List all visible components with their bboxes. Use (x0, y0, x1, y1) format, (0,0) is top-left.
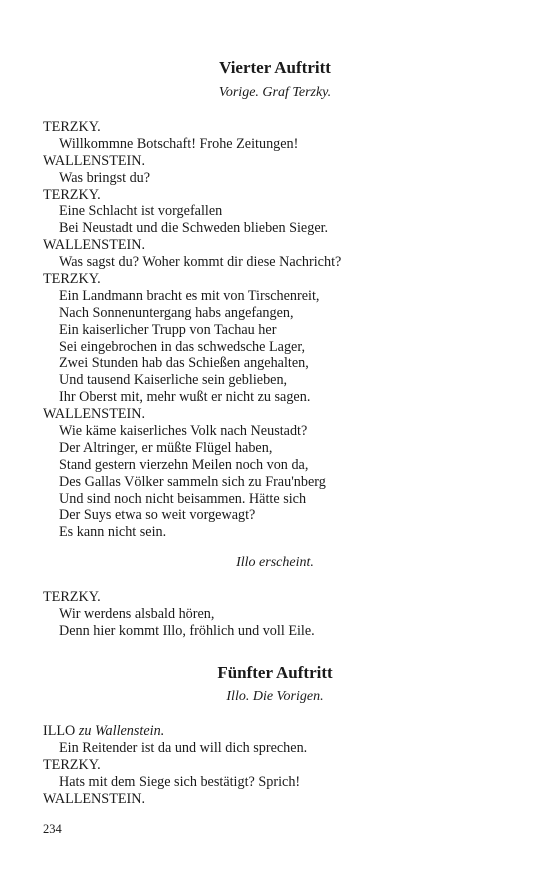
verse-line: Und tausend Kaiserliche sein geblieben, (59, 372, 288, 389)
speaker-name: TERZKY. (43, 186, 101, 203)
verse-line: Was sagst du? Woher kommt dir diese Nachricht? (59, 254, 342, 271)
speaker-name: WALLENSTEIN. (43, 790, 146, 807)
speaker-name: TERZKY. (43, 271, 101, 288)
verse-line: Und sind noch nicht beisammen. Hätte sich (59, 490, 307, 507)
speaker-name: WALLENSTEIN. (43, 406, 146, 423)
scene-4-subtitle: Vorige. Graf Terzky. (218, 85, 332, 100)
scene-4-title: Vierter Auftritt (219, 58, 331, 77)
verse-line: Was bringst du? (59, 169, 151, 186)
verse-line: Es kann nicht sein. (59, 524, 167, 541)
scene-5-dialogue (43, 723, 523, 807)
speaker-name: TERZKY. (43, 589, 101, 605)
scene-5-title: Fünfter Auftritt (217, 663, 333, 682)
scene-4-dialogue-continued (43, 589, 523, 640)
verse-line: Der Altringer, er müßte Flügel haben, (59, 439, 273, 456)
verse-line: Sei eingebrochen in das schwedsche Lager, (59, 338, 306, 355)
speaker-name: ILLO (43, 723, 76, 739)
verse-line: Stand gestern vierzehn Meilen noch von da, (59, 456, 309, 473)
stage-direction: Illo erscheint. (236, 555, 314, 570)
scene-5-subtitle: Illo. Die Vorigen. (226, 689, 324, 704)
verse-line: Ihr Oberst mit, mehr wußt er nicht zu sagen. (59, 389, 311, 406)
verse-line: Bei Neustadt und die Schweden blieben Sieger. (59, 220, 329, 237)
verse-line: Nach Sonnenuntergang habs angefangen, (59, 304, 294, 321)
verse-line: Denn hier kommt Illo, fröhlich und voll Eile. (59, 622, 315, 639)
speaker-name: WALLENSTEIN. (43, 237, 146, 254)
speaker-name: WALLENSTEIN. (43, 152, 146, 169)
verse-line: Ein Landmann bracht es mit von Tirschenreit, (59, 287, 320, 304)
scene-4-dialogue (43, 119, 523, 541)
verse-line: Hats mit dem Siege sich bestätigt? Sprich! (59, 773, 301, 790)
speaker-name: TERZKY. (43, 119, 101, 135)
verse-line: Wie käme kaiserliches Volk nach Neustadt? (59, 423, 308, 440)
verse-line: Der Suys etwa so weit vorgewagt? (59, 507, 256, 524)
speaker-line (43, 723, 523, 740)
speaker-name: TERZKY. (43, 756, 101, 773)
page-number: 234 (43, 822, 62, 836)
verse-line: Zwei Stunden hab das Schießen angehalten, (59, 355, 309, 372)
verse-line: Eine Schlacht ist vorgefallen (59, 203, 223, 220)
verse-line: Des Gallas Völker sammeln sich zu Frau'nberg (59, 473, 326, 490)
verse-line: Wir werdens alsbald hören, (59, 605, 215, 622)
verse-line: Ein Reitender ist da und will dich sprechen. (59, 739, 308, 756)
verse-line: Ein kaiserlicher Trupp von Tachau her (59, 321, 277, 338)
verse-line: Willkommne Botschaft! Frohe Zeitungen! (59, 135, 299, 152)
speaker-direction: zu Wallenstein. (78, 723, 165, 739)
